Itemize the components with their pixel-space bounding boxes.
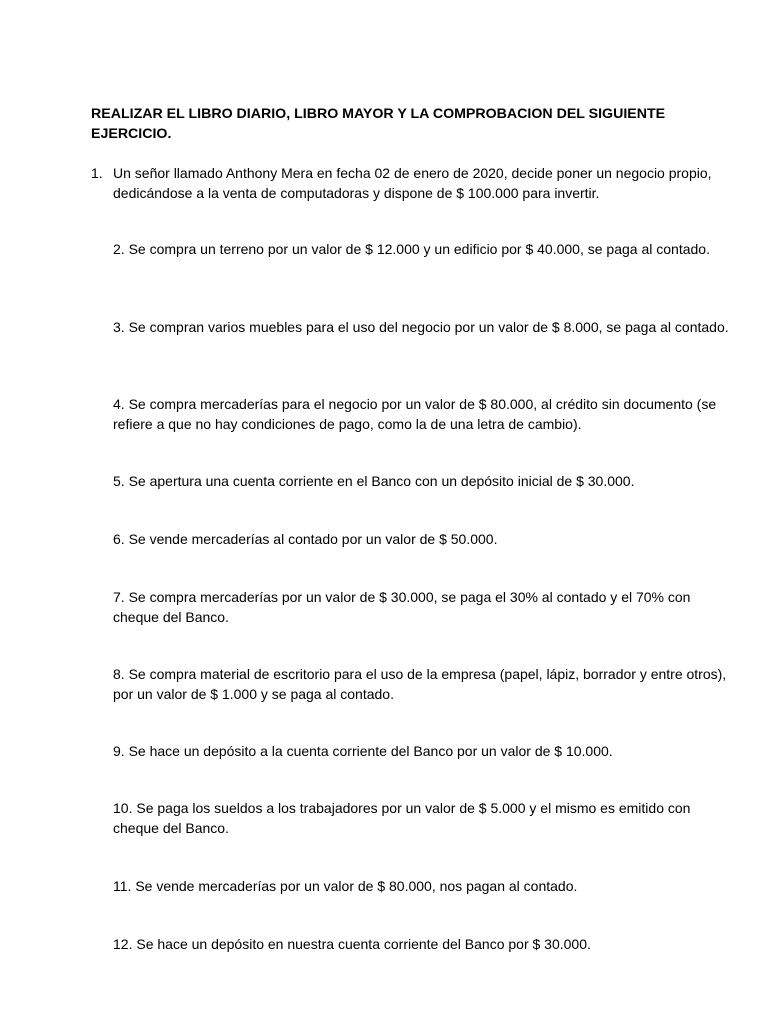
exercise-item-11: 11. Se vende mercaderías por un valor de $ 80.000, nos pagan al contado.: [113, 878, 578, 894]
exercise-item-10: 10. Se paga los sueldos a los trabajadores por un valor de $ 5.000 y el mismo es emitido con cheque del Banco.: [113, 800, 691, 836]
item-number: 1.: [91, 165, 103, 181]
exercise-item-2: 2. Se compra un terreno por un valor de $ 12.000 y un edificio por $ 40.000, se paga al contado.: [113, 241, 710, 257]
exercise-item-12: 12. Se hace un depósito en nuestra cuenta corriente del Banco por $ 30.000.: [113, 936, 591, 952]
exercise-item-4: 4. Se compra mercaderías para el negocio por un valor de $ 80.000, al crédito sin documento (se refiere a que no hay condiciones de pago, como la de una letra de cambio).: [113, 396, 717, 432]
exercise-item-5: 5. Se apertura una cuenta corriente en el Banco con un depósito inicial de $ 30.000.: [113, 473, 635, 489]
item-text: Un señor llamado Anthony Mera en fecha 02 de enero de 2020, decide poner un negocio propio, dedicándose a la venta de computadoras y dispone de $ 100.000 para invertir.: [113, 165, 712, 201]
exercise-item-9: 9. Se hace un depósito a la cuenta corriente del Banco por un valor de $ 10.000.: [113, 743, 613, 759]
exercise-item-8: 8. Se compra material de escritorio para el uso de la empresa (papel, lápiz, borrador y entre otros), por un valor de $ 1.000 y se paga al contado.: [113, 666, 727, 702]
exercise-item-7: 7. Se compra mercaderías por un valor de $ 30.000, se paga el 30% al contado y el 70% con cheque del Banco.: [113, 589, 691, 625]
document-title: REALIZAR EL LIBRO DIARIO, LIBRO MAYOR Y LA COMPROBACION DEL SIGUIENTE EJERCICIO.: [91, 106, 666, 142]
exercise-item-3: 3. Se compran varios muebles para el uso del negocio por un valor de $ 8.000, se paga al contado.: [113, 319, 729, 335]
exercise-item-6: 6. Se vende mercaderías al contado por un valor de $ 50.000.: [113, 531, 498, 547]
